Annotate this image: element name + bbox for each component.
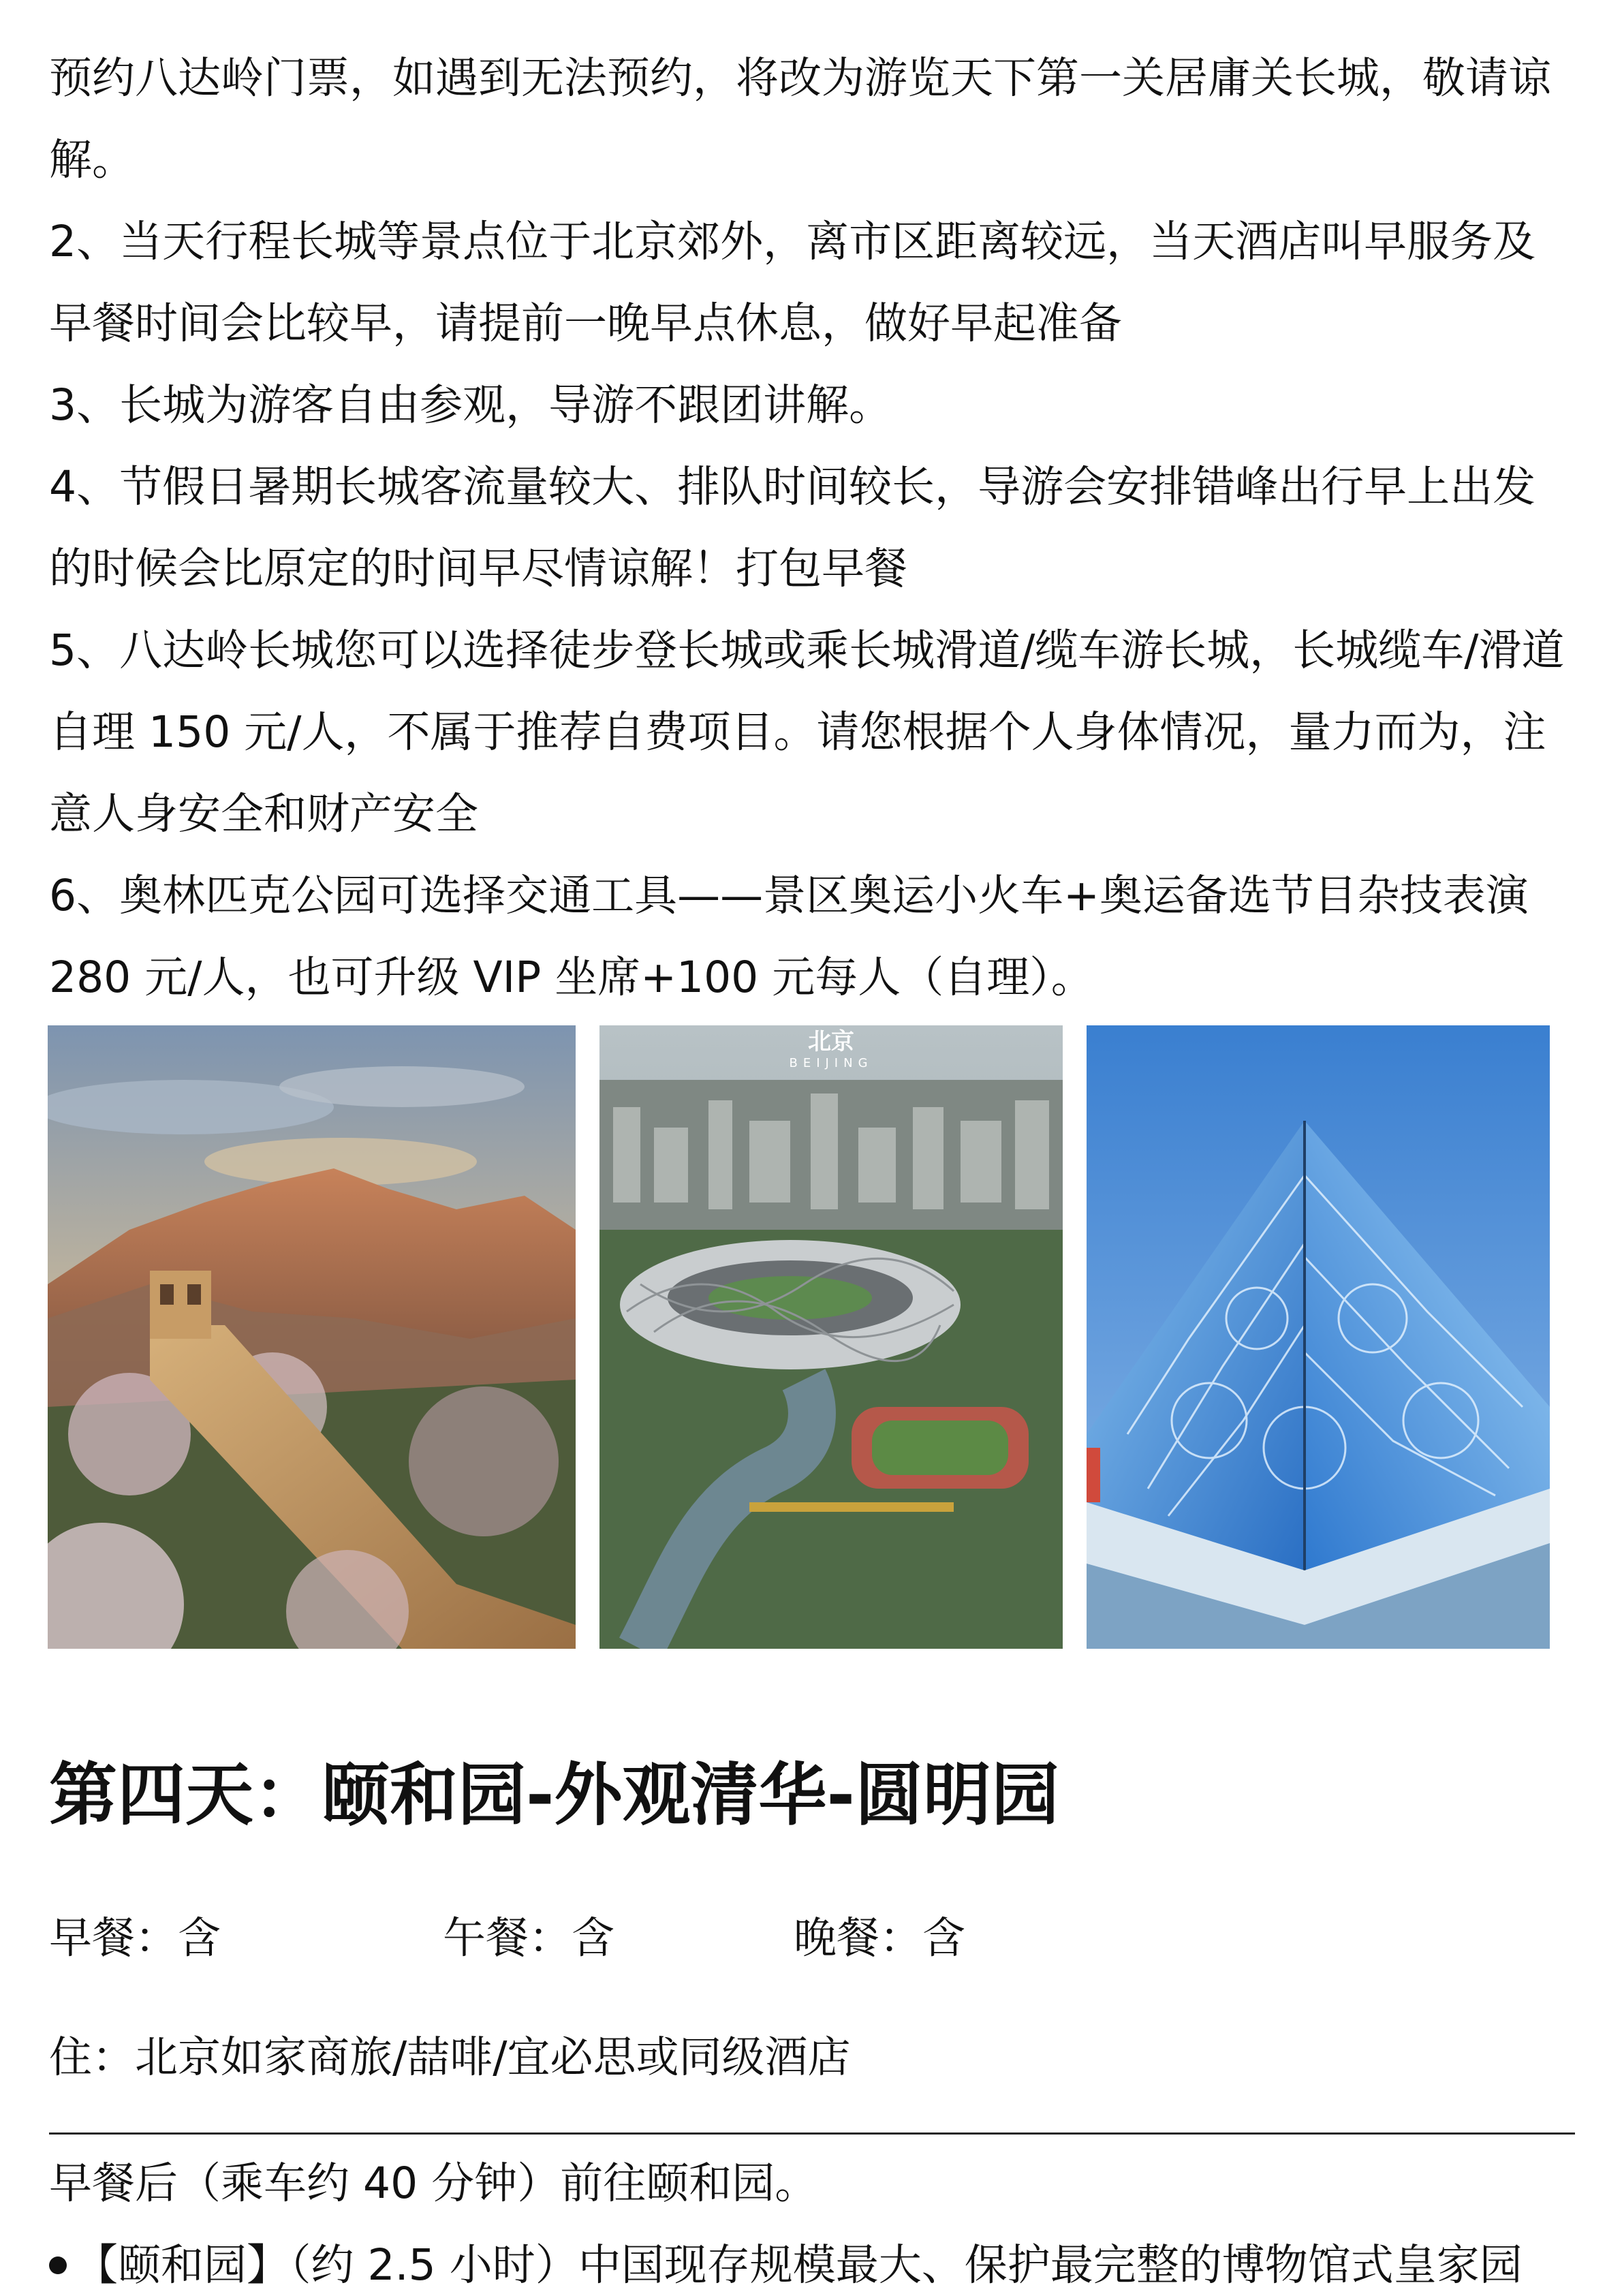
photo-caption-cn: 北京 (808, 1028, 854, 1055)
photo-caption-en: BEIJING (789, 1056, 873, 1070)
lunch-info: 午餐：含 (443, 1913, 614, 1963)
note-2: 2、当天行程长城等景点位于北京郊外，离市区距离较远，当天酒店叫早服务及早餐时间会比较早，请提前一晚早点休息，做好早起准备 (49, 217, 1536, 348)
note-6: 6、奥林匹克公园可选择交通工具——景区奥运小火车+奥运备选节目杂技表演280 元/人，也可升级 VIP 坐席+100 元每人（自理）。 (49, 871, 1529, 1002)
note-4: 4、节假日暑期长城客流量较大、排队时间较长，导游会安排错峰出行早上出发的时候会比原定的时间早尽情谅解！打包早餐 (49, 462, 1536, 593)
list-item (49, 2235, 1589, 2296)
after-breakfast-text: 早餐后（乘车约 40 分钟）前往颐和园。 (49, 2158, 818, 2208)
summer-palace-text: 【颐和园】（约 2.5 小时）中国现存规模最大、保护最完整的博物馆式皇家园 (75, 2240, 1523, 2290)
water-cube-photo (1087, 1025, 1550, 1649)
dinner-info: 晚餐：含 (794, 1913, 965, 1963)
section-divider (49, 2132, 1575, 2135)
breakfast-info: 早餐：含 (49, 1913, 221, 1963)
birds-nest-photo (599, 1025, 1063, 1649)
great-wall-photo (48, 1025, 576, 1649)
note-1-continued: 预约八达岭门票，如遇到无法预约，将改为游览天下第一关居庸关长城，敬请谅解。 (49, 53, 1551, 185)
day-4-title: 第四天：颐和园-外观清华-圆明园 (49, 1755, 1060, 1835)
bullet-icon (49, 2256, 67, 2274)
note-3: 3、长城为游客自由参观，导游不跟团讲解。 (49, 380, 892, 430)
note-5: 5、八达岭长城您可以选择徒步登长城或乘长城滑道/缆车游长城，长城缆车/滑道自理 150 元/人，不属于推荐自费项目。请您根据个人身体情况，量力而为，注意人身安全和财产安全 (49, 625, 1565, 839)
accommodation-info: 住：北京如家商旅/喆啡/宜必思或同级酒店 (49, 2032, 851, 2082)
